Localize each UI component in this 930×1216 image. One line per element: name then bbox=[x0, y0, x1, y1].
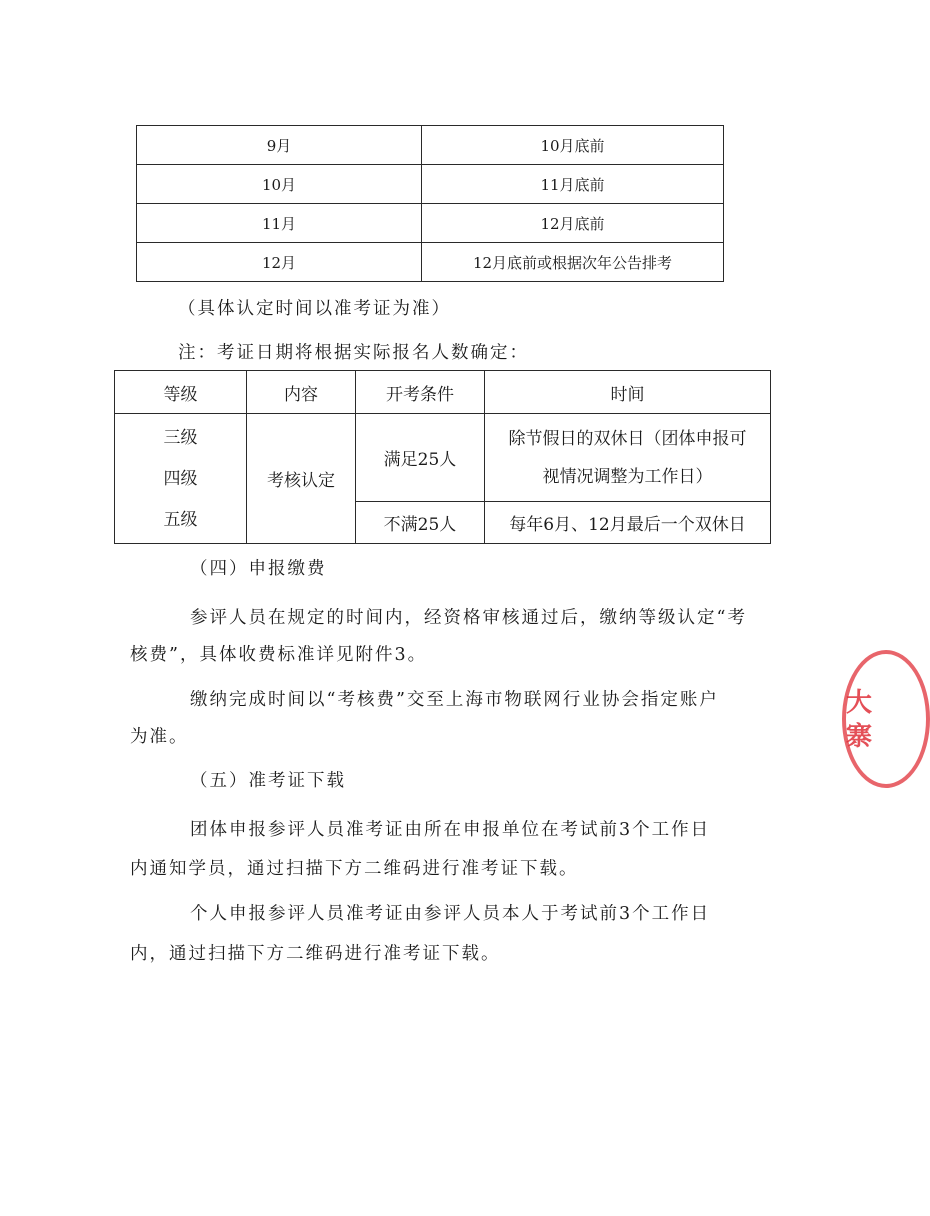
levels-cell bbox=[115, 414, 247, 544]
content-cell: 考核认定 bbox=[247, 414, 356, 544]
deadline-cell: 10月底前 bbox=[422, 126, 724, 165]
month-cell: 11月 bbox=[137, 204, 422, 243]
paragraph-line: 为准。 bbox=[130, 727, 189, 747]
paragraph-line: 内通知学员，通过扫描下方二维码进行准考证下载。 bbox=[130, 859, 579, 879]
condition-cell: 满足25人 bbox=[356, 414, 485, 502]
table-row bbox=[137, 243, 724, 282]
level-item: 四级 bbox=[163, 468, 198, 489]
note-exam-time: （具体认定时间以准考证为准） bbox=[178, 299, 451, 319]
month-cell: 12月 bbox=[137, 243, 422, 282]
time-line: 除节假日的双休日（团体申报可 bbox=[508, 428, 747, 449]
table-row bbox=[137, 165, 724, 204]
section-5-heading: （五）准考证下载 bbox=[190, 771, 346, 791]
month-cell: 9月 bbox=[137, 126, 422, 165]
seal-glyph: 大 bbox=[846, 688, 873, 718]
header-level: 等级 bbox=[115, 371, 247, 414]
seal-glyph: 寨 bbox=[846, 722, 873, 752]
level-schedule-table bbox=[114, 370, 771, 544]
exam-month-table bbox=[136, 125, 724, 282]
paragraph-line: 缴纳完成时间以“考核费”交至上海市物联网行业协会指定账户 bbox=[190, 690, 719, 710]
time-line: 视情况调整为工作日） bbox=[542, 466, 713, 487]
table-row bbox=[137, 126, 724, 165]
level-item: 五级 bbox=[163, 509, 198, 530]
deadline-cell: 11月底前 bbox=[422, 165, 724, 204]
table-header-row bbox=[115, 371, 771, 414]
note-exam-date: 注：考证日期将根据实际报名人数确定： bbox=[178, 343, 529, 363]
time-cell: 每年6月、12月最后一个双休日 bbox=[485, 502, 771, 544]
paragraph-line: 参评人员在规定的时间内，经资格审核通过后，缴纳等级认定“考 bbox=[190, 608, 747, 628]
paragraph-line: 核费”，具体收费标准详见附件3。 bbox=[130, 645, 428, 665]
month-cell: 10月 bbox=[137, 165, 422, 204]
level-item: 三级 bbox=[163, 427, 198, 448]
paragraph-line: 内，通过扫描下方二维码进行准考证下载。 bbox=[130, 944, 501, 964]
condition-cell: 不满25人 bbox=[356, 502, 485, 544]
table-row bbox=[137, 204, 724, 243]
level-list bbox=[115, 428, 246, 530]
deadline-cell: 12月底前 bbox=[422, 204, 724, 243]
header-condition: 开考条件 bbox=[356, 371, 485, 414]
header-time: 时间 bbox=[485, 371, 771, 414]
paragraph-line: 个人申报参评人员准考证由参评人员本人于考试前3个工作日 bbox=[190, 904, 711, 924]
time-cell bbox=[485, 414, 771, 502]
paragraph-line: 团体申报参评人员准考证由所在申报单位在考试前3个工作日 bbox=[190, 820, 711, 840]
table-row bbox=[115, 414, 771, 502]
deadline-cell: 12月底前或根据次年公告排考 bbox=[422, 243, 724, 282]
section-4-heading: （四）申报缴费 bbox=[190, 559, 327, 579]
header-content: 内容 bbox=[247, 371, 356, 414]
